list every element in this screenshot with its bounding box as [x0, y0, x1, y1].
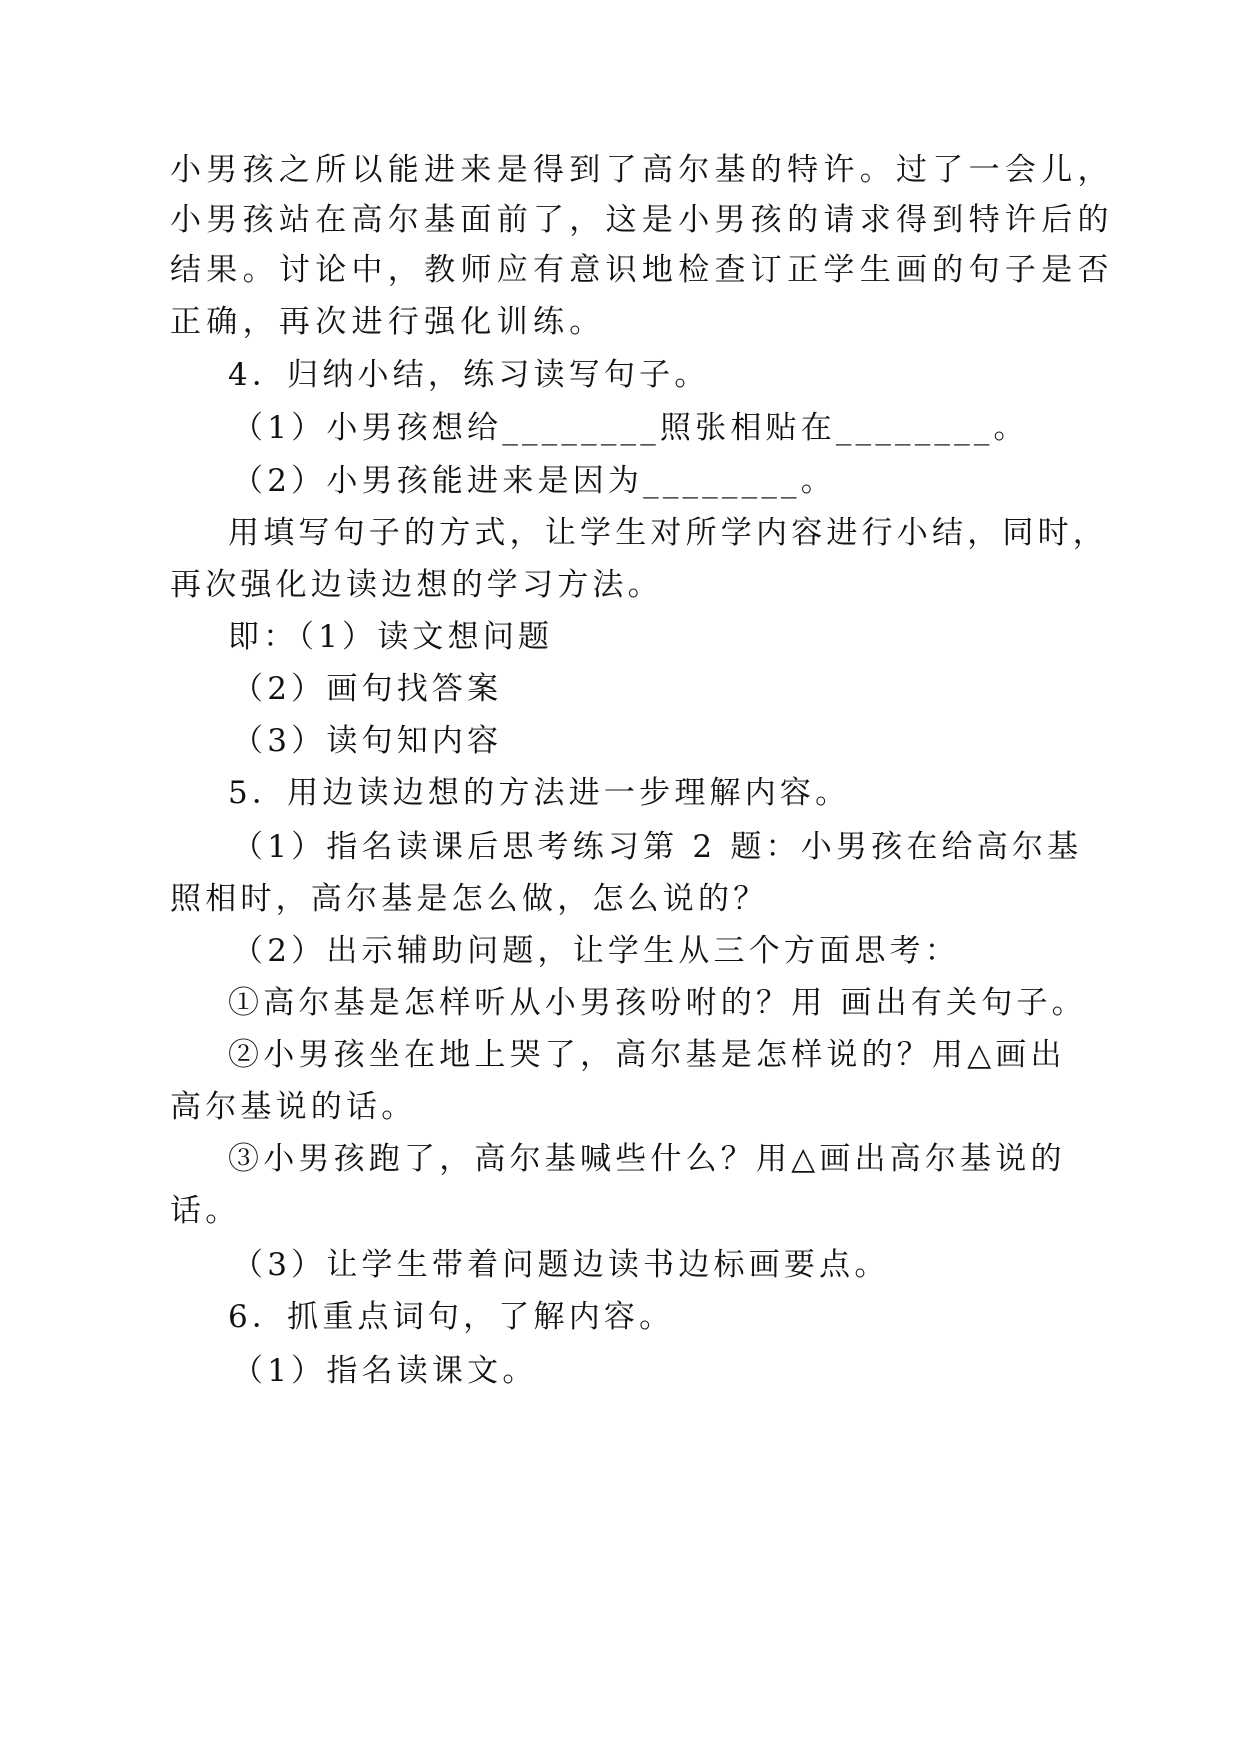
fill-blank-sentence-1: （1）小男孩想给________照张相贴在________。 — [232, 410, 1029, 446]
paragraph-line: 照相时，高尔基是怎么做，怎么说的？ — [170, 881, 769, 917]
section-heading-4: 4．归纳小结，练习读写句子。 — [228, 357, 710, 393]
method-step-2: （2）画句找答案 — [232, 671, 503, 707]
question-3: ③小男孩跑了，高尔基喊些什么？用△画出高尔基说的 — [228, 1141, 1066, 1177]
section-heading-5: 5．用边读边想的方法进一步理解内容。 — [228, 775, 851, 811]
paragraph-line: 小男孩站在高尔基面前了，这是小男孩的请求得到特许后的 — [170, 202, 1114, 238]
paragraph-line: 再次强化边读边想的学习方法。 — [170, 567, 663, 603]
paragraph-line: 结果。讨论中，教师应有意识地检查订正学生画的句子是否 — [170, 252, 1114, 288]
paragraph-line: 高尔基说的话。 — [170, 1089, 417, 1125]
paragraph-line: （2）出示辅助问题，让学生从三个方面思考： — [232, 933, 960, 969]
fill-blank-sentence-2: （2）小男孩能进来是因为________。 — [232, 463, 836, 499]
paragraph-line: 用填写句子的方式，让学生对所学内容进行小结，同时， — [228, 515, 1108, 551]
method-step-1: 即：（1）读文想问题 — [228, 619, 554, 655]
question-2: ②小男孩坐在地上哭了，高尔基是怎样说的？用△画出 — [228, 1037, 1066, 1073]
question-1: ①高尔基是怎样听从小男孩吩咐的？用 画出有关句子。 — [228, 985, 1087, 1021]
method-step-3: （3）读句知内容 — [232, 723, 503, 759]
paragraph-line: （3）让学生带着问题边读书边标画要点。 — [232, 1247, 890, 1283]
paragraph-line: 话。 — [170, 1193, 241, 1229]
paragraph-line: 正确，再次进行强化训练。 — [170, 304, 606, 340]
paragraph-line: （1）指名读课文。 — [232, 1353, 538, 1389]
section-heading-6: 6．抓重点词句，了解内容。 — [228, 1299, 675, 1335]
paragraph-line: 小男孩之所以能进来是得到了高尔基的特许。过了一会儿， — [170, 152, 1114, 188]
paragraph-line: （1）指名读课后思考练习第 2 题：小男孩在给高尔基 — [232, 829, 1083, 865]
